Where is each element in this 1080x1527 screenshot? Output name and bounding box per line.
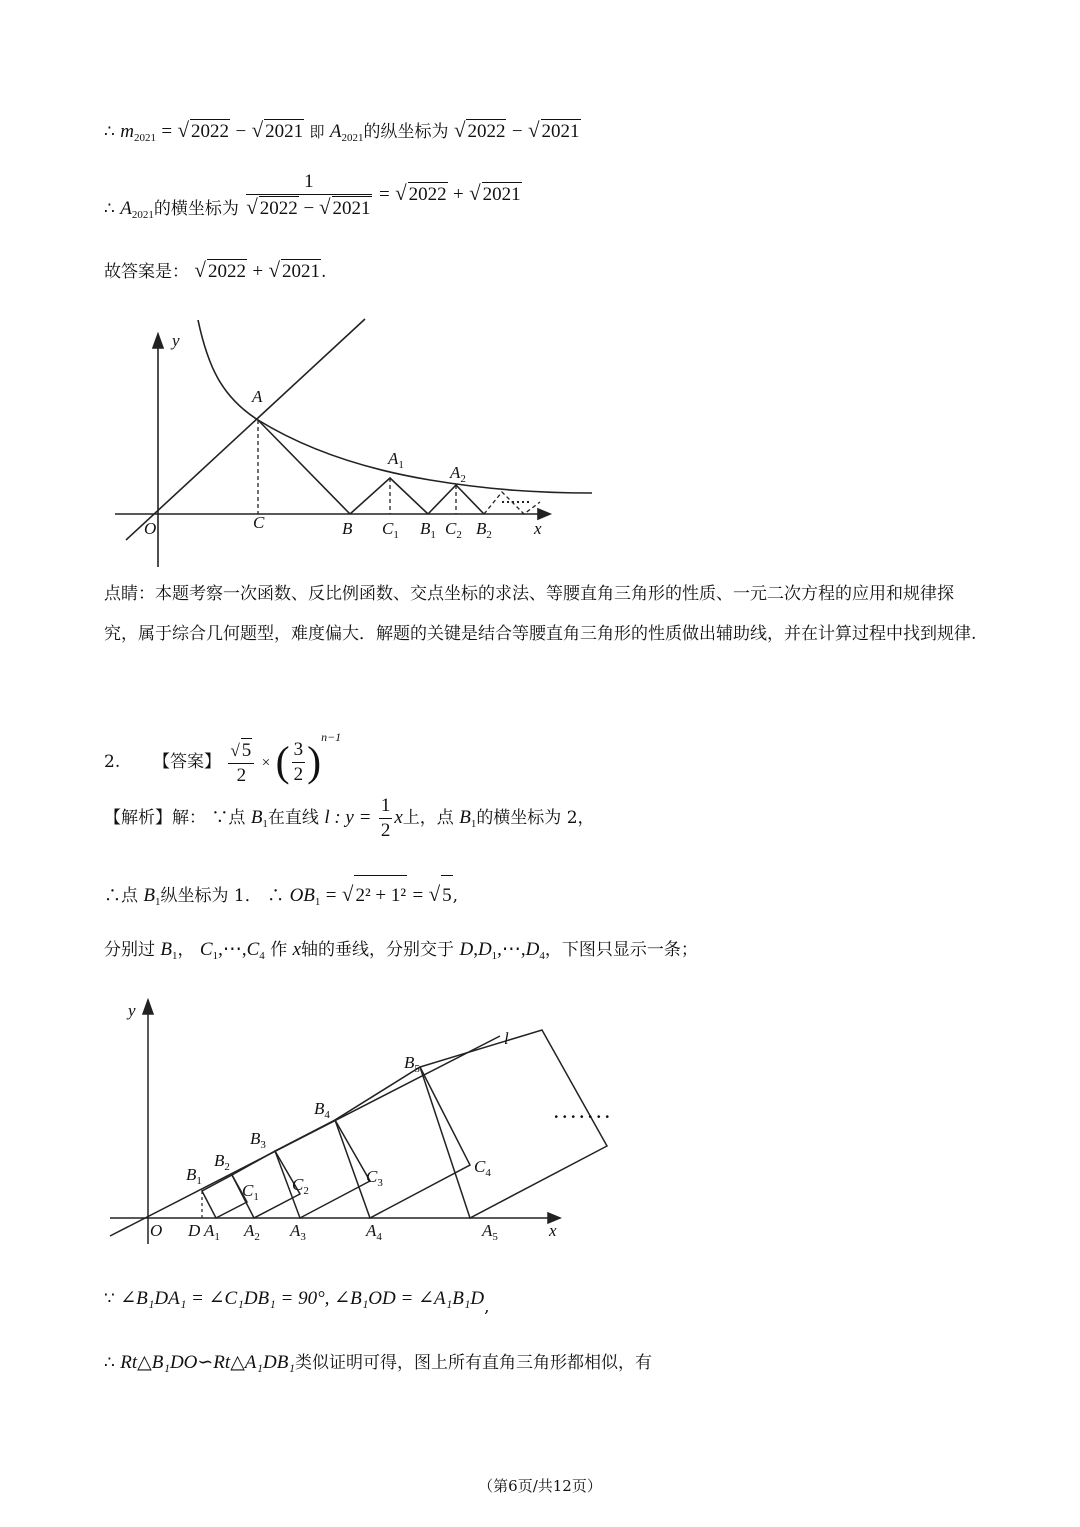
solution-line-1	[104, 118, 581, 150]
triangle-A1	[350, 478, 428, 514]
sqrt-2022: √ 2022	[177, 118, 230, 142]
perpendicular-text: 轴的垂线，分别交于	[301, 940, 455, 960]
q2-line-2	[104, 874, 458, 922]
equals-2: =	[412, 885, 424, 906]
sqrt5-over-2: $\frac{√ 5}{2}$	[228, 738, 254, 788]
label-A: A	[252, 387, 263, 406]
label-O: O	[150, 1221, 163, 1240]
therefore-point: ∴点	[104, 886, 138, 906]
sqrt-2021-b: √ 2021	[528, 118, 580, 142]
label-B4: $B_4$	[314, 1099, 330, 1121]
label-A2: $A_2$	[244, 1221, 260, 1243]
answer-label: 【答案】	[153, 752, 222, 772]
therefore-symbol: ∴	[104, 199, 115, 219]
abscissa-text: 的横坐标为	[153, 199, 239, 219]
segment-A-B	[258, 420, 350, 514]
label-C2: $C_2$	[445, 519, 462, 541]
label-y: y	[128, 1001, 136, 1020]
figure-note: ，下图只显示一条；	[544, 940, 698, 960]
y-axis-arrow	[153, 334, 163, 348]
square-3	[275, 1120, 370, 1218]
sqrt-sum: √ 2² + 1²	[342, 885, 407, 906]
proof-line-1	[104, 1282, 490, 1324]
sqrt-2021: √ 2021	[268, 258, 320, 282]
label-B2: $B_2$	[476, 519, 492, 541]
period: .	[321, 262, 327, 282]
plus: +	[453, 184, 464, 205]
b1-var-2: $B_1$	[459, 807, 477, 830]
label-O: O	[144, 519, 157, 538]
b1-var: $B_1$	[160, 939, 178, 962]
line-equation: l : y =	[324, 807, 372, 828]
comma: ,	[484, 1297, 490, 1317]
zuo-text: 作	[270, 940, 288, 960]
label-C1: $C_1$	[242, 1181, 259, 1203]
label-B2: $B_2$	[214, 1151, 230, 1173]
q2-line-3	[104, 930, 698, 976]
ob1-var: $OB_1$	[289, 885, 321, 908]
y-axis-arrow	[143, 1000, 153, 1014]
angle-equation: ∠B₁DA₁ = ∠C₁DB₁ = 90°, ∠B₁OD = ∠A₁B₁D	[120, 1288, 485, 1309]
square-4	[335, 1067, 470, 1218]
similar-conclusion: 类似证明可得，图上所有直角三角形都相似，有	[294, 1353, 652, 1373]
comma: ,	[452, 886, 459, 906]
line-y-eq-x	[126, 319, 365, 540]
label-l: l	[504, 1029, 509, 1048]
solution-line-3	[104, 258, 326, 284]
question-number: 2.	[104, 752, 121, 772]
equals: =	[378, 184, 390, 205]
label-C: C	[253, 513, 265, 532]
ordinate-text: 的纵坐标为	[363, 122, 449, 142]
minus: −	[235, 121, 247, 142]
label-x: x	[534, 519, 542, 538]
label-A1: $A_1$	[388, 449, 404, 471]
sqrt-2022: √ 2022	[395, 181, 447, 205]
b1-var: $B_1$	[250, 807, 268, 830]
m-var: $m_{2021}$	[120, 121, 156, 144]
proof-line-2	[104, 1346, 652, 1380]
q2-analysis-line	[104, 792, 595, 850]
label-A5: $A_5$	[482, 1221, 498, 1243]
on-text: 上，点	[402, 808, 454, 828]
solution-start: 解：	[172, 808, 206, 828]
a2021-var: $A_{2021}$	[329, 121, 364, 144]
label-C4: $C_4$	[474, 1157, 491, 1179]
label-B1: $B_1$	[420, 519, 436, 541]
power-term: ( $\frac{3}{2}$ )$^{n-1}$	[275, 730, 342, 786]
comma: ，	[177, 940, 195, 960]
similarity-statement: Rt△B₁DO∽Rt△A₁DB₁	[120, 1352, 295, 1373]
sqrt-2021: √ 2021	[469, 181, 521, 205]
x-var: x	[292, 939, 302, 960]
label-A2: $A_2$	[450, 463, 466, 485]
equals: =	[161, 121, 173, 142]
label-D: D	[188, 1221, 201, 1240]
label-A1: $A_1$	[204, 1221, 220, 1243]
on-line-text: 在直线	[267, 808, 319, 828]
label-B1: $B_1$	[186, 1165, 202, 1187]
label-C3: $C_3$	[366, 1167, 383, 1189]
point-text: 点	[228, 808, 246, 828]
d-list: $D,D_1,\cdots,D_4$	[459, 939, 545, 962]
ordinate-1-text: 纵坐标为 1．	[160, 886, 262, 906]
label-A3: $A_3$	[290, 1221, 306, 1243]
through-text: 分别过	[104, 940, 155, 960]
page-footer: （第6页/共12页）	[478, 1477, 602, 1495]
half-fraction: $\frac{1}{2}$	[380, 795, 391, 841]
therefore-symbol: ∴	[104, 122, 115, 142]
label-B: B	[342, 519, 353, 538]
label-B3: $B_3$	[250, 1129, 266, 1151]
figure-1-hyperbola	[110, 312, 600, 574]
plus: +	[252, 261, 264, 282]
comment-paragraph: 点睛：本题考察一次函数、反比例函数、交点坐标的求法、等腰直角三角形的性质、一元二次方程的应用和规律探究，属于综合几何题型，难度偏大．解题的关键是结合等腰直角三角形的性质做出辅助线，并在计算过程中找到规律.	[104, 584, 977, 644]
sqrt-2022-b: √ 2022	[453, 118, 506, 142]
x-var: x	[394, 807, 403, 828]
sqrt-5: √ 5	[429, 885, 453, 906]
equals: =	[325, 885, 337, 906]
a2021-var: $A_{2021}$	[120, 198, 154, 221]
times-sign: ×	[261, 755, 271, 771]
abscissa-2-text: 的横坐标为 2，	[476, 808, 595, 828]
ji-text: 即	[309, 123, 325, 141]
because-symbol: ∵	[211, 808, 229, 828]
b1-var: $B_1$	[143, 885, 161, 908]
x-axis-arrow	[538, 509, 550, 519]
figure-2-similar-triangles	[104, 992, 664, 1252]
analysis-label: 【解析】	[104, 808, 172, 828]
square-1	[202, 1175, 247, 1218]
label-C2: $C_2$	[292, 1175, 309, 1197]
because-symbol: ∵	[104, 1289, 115, 1309]
label-A4: $A_4$	[366, 1221, 382, 1243]
label-y: y	[172, 331, 180, 350]
q2-answer-line	[104, 712, 341, 788]
reciprocal-fraction: $\frac{1}{√ 2022 - √ 2021}$	[246, 171, 371, 219]
label-x: x	[549, 1221, 557, 1240]
minus-2: −	[511, 121, 523, 142]
therefore-symbol: ∴	[104, 1353, 115, 1373]
solution-line-2	[104, 170, 522, 227]
sqrt-2021: √ 2021	[251, 118, 304, 142]
answer-text: 故答案是：	[104, 262, 189, 282]
ellipsis-dots: · · · · · · ·	[554, 1107, 610, 1126]
label-B5: $B_5$	[404, 1053, 420, 1075]
c1-c4-list: $C_1,\cdots,C_4$	[199, 939, 265, 962]
therefore-symbol: ∴	[267, 886, 285, 906]
sqrt-2022: √ 2022	[194, 258, 246, 282]
label-C1: $C_1$	[382, 519, 399, 541]
